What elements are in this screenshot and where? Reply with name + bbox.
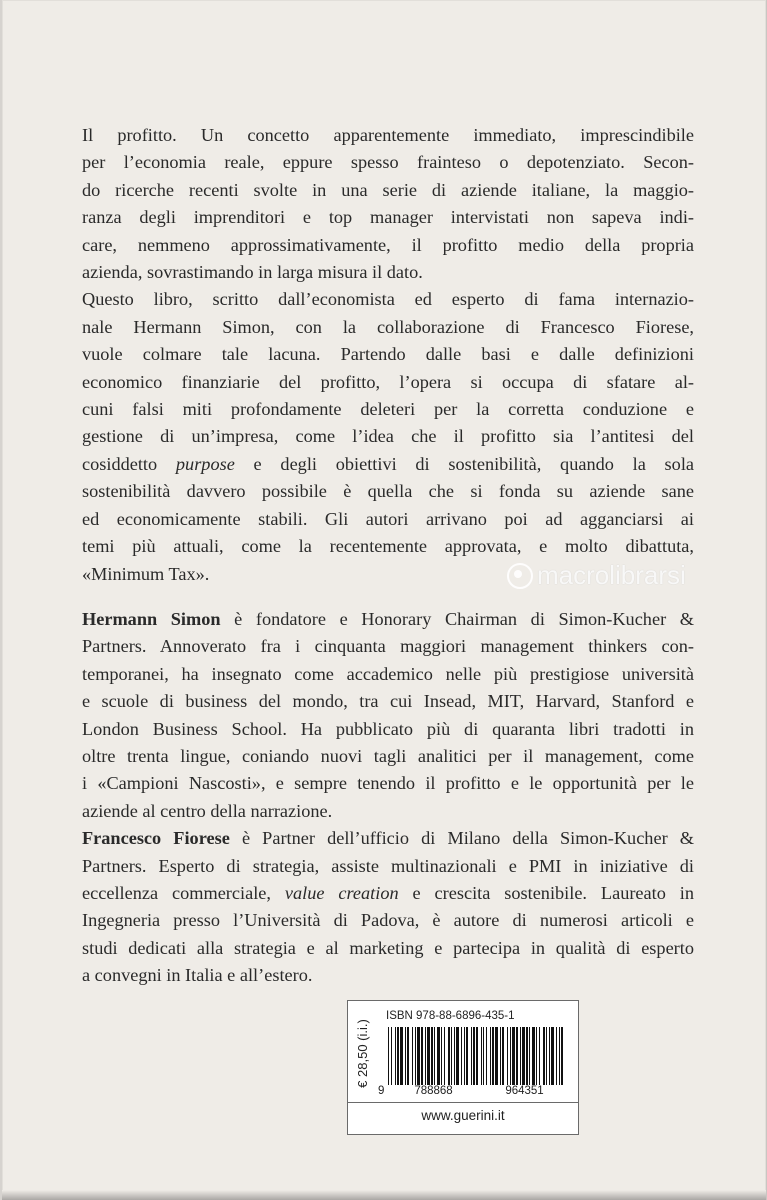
barcode-bar (520, 1027, 521, 1085)
bio-line: studi dedicati alla strategia e al marketing e partecipa in qualità di esperto (82, 937, 694, 958)
barcode-bar (522, 1027, 525, 1085)
barcode-bar (405, 1027, 406, 1085)
blurb-line: vuole colmare tale lacuna. Partendo dalle basi e dalle definizioni (82, 344, 694, 365)
barcode-box (347, 1000, 579, 1135)
barcode-bar (437, 1027, 440, 1085)
barcode-bar (492, 1027, 494, 1085)
bio-line: Partners. Esperto di strategia, assiste multinazionali e PMI in iniziative di (82, 855, 694, 876)
publisher-website: www.guerini.it (421, 1108, 505, 1123)
bio-line: Partners. Annoverato fra i cinquanta maggiori management thinkers con- (82, 636, 694, 657)
barcode-bar (464, 1027, 465, 1085)
price-label (350, 1005, 374, 1101)
barcode-digits (378, 1085, 570, 1097)
barcode-bar (510, 1027, 511, 1085)
bio-line: aziende al centro della narrazione. (82, 800, 333, 821)
bio-fiorese-first-line (82, 825, 694, 852)
barcode-bar (556, 1027, 557, 1085)
barcode-bar (512, 1027, 515, 1085)
bio-simon-first-line (82, 606, 694, 633)
author-bios (82, 606, 694, 990)
barcode-bar (395, 1027, 396, 1085)
bio-line: London Business School. Ha pubblicato più di quaranta libri tradotti in (82, 718, 694, 739)
barcode-bar (454, 1027, 455, 1085)
barcode-bar (549, 1027, 550, 1085)
blurb-line: azienda, sovrastimando in larga misura il dato. (82, 262, 423, 283)
blurb-line: economico finanziarie del profitto, l’opera si occupa di sfatare al- (82, 371, 694, 392)
barcode-bar (466, 1027, 468, 1085)
blurb-line: cuni falsi miti profondamente deleteri per la corretta conduzione e (82, 399, 694, 420)
barcode-bar (407, 1027, 409, 1085)
barcode-bar (507, 1027, 508, 1085)
barcode-bar (476, 1027, 478, 1085)
blurb-line: care, nemmeno approssimativamente, il profitto medio della propria (82, 234, 694, 255)
blurb-line: Questo libro, scritto dall’economista ed esperto di fama internazio- (82, 289, 694, 310)
blurb-line: ed economicamente stabili. Gli autori arrivano poi ad agganciarsi ai (82, 508, 694, 529)
barcode-bar (561, 1027, 563, 1085)
purpose-word: purpose (175, 453, 235, 474)
barcode-bar (451, 1027, 452, 1085)
price-text: € 28,50 (i.i.) (354, 1018, 370, 1088)
barcode-bar (444, 1027, 445, 1085)
barcode-bar (456, 1027, 459, 1085)
blurb-line-purpose (82, 451, 694, 478)
barcode-bar (532, 1027, 535, 1085)
barcode-bar (483, 1027, 484, 1085)
barcode-bar (486, 1027, 487, 1085)
bio-line: i «Campioni Nascosti», e sempre tenendo il profitto e le opportunità per le (82, 773, 694, 794)
barcode-bar (516, 1027, 518, 1085)
barcode-bar (427, 1027, 430, 1085)
bio-text: e crescita sostenibile. Laureato in (398, 883, 694, 904)
blurb-line: per l’economia reale, eppure spesso frainteso o depotenziato. Secon- (82, 152, 694, 173)
blurb-paragraph (82, 122, 694, 588)
blurb-line: sostenibilità davvero possibile è quella che si fonda su aziende sane (82, 481, 694, 502)
barcode-bar (559, 1027, 560, 1085)
watermark-text: macrolibrarsi (537, 560, 686, 590)
barcode-bar (400, 1027, 403, 1085)
barcode-bar (417, 1027, 420, 1085)
bio-line: a convegni in Italia e all’estero. (82, 965, 313, 986)
barcode-bar (441, 1027, 442, 1085)
isbn-label: ISBN 978-88-6896-435-1 (386, 1010, 515, 1022)
purpose-pre: cosiddetto (82, 453, 176, 474)
blurb-line: ranza degli imprenditori e top manager intervistati non sapeva indi- (82, 207, 694, 228)
barcode-bar (415, 1027, 416, 1085)
blurb-line: gestione di un’impresa, come l’idea che il profitto sia l’antitesi del (82, 426, 694, 447)
barcode-bar (425, 1027, 426, 1085)
barcode-bar (434, 1027, 435, 1085)
barcode-bar (421, 1027, 423, 1085)
barcode-bar (495, 1027, 498, 1085)
barcode-bar (502, 1027, 504, 1085)
blurb-line: temi più attuali, come la recentemente approvata, e molto dibattuta, (82, 536, 694, 557)
barcode-bar (543, 1027, 545, 1085)
barcode-bar (500, 1027, 501, 1085)
barcode-bar (412, 1027, 413, 1085)
bio-line: temporanei, ha insegnato come accademico nelle più prestigiose università (82, 663, 694, 684)
watermark-logo-icon (507, 563, 533, 589)
barcode-digits-right: 964351 (505, 1085, 544, 1097)
barcode-bar (526, 1027, 528, 1085)
blurb-line: Il profitto. Un concetto apparentemente immediato, imprescindibile (82, 125, 694, 145)
barcode-bar (490, 1027, 491, 1085)
bio-text: eccellenza commerciale, (82, 883, 285, 904)
value-creation-italic: value creation (284, 883, 399, 904)
barcode-bar (546, 1027, 547, 1085)
barcode-divider (348, 1102, 578, 1103)
watermark (507, 560, 686, 591)
blurb-line: «Minimum Tax». (82, 563, 210, 584)
barcode-bar (471, 1027, 472, 1085)
bio-text: è fondatore e Honorary Chairman di Simon-Kucher & (220, 609, 694, 629)
author-name-simon: Hermann Simon (82, 609, 221, 629)
barcode-digits-left: 788868 (414, 1085, 453, 1097)
barcode-bar (448, 1027, 450, 1085)
author-name-fiorese: Francesco Fiorese (82, 828, 230, 849)
barcode-bar (388, 1027, 389, 1085)
bio-line-value-creation (82, 880, 694, 907)
barcode-bar (397, 1027, 399, 1085)
bio-line: e scuole di business del mondo, tra cui Insead, MIT, Harvard, Stanford e (82, 691, 694, 712)
page-bottom-edge (2, 1190, 766, 1200)
bio-line: Ingegneria presso l’Università di Padova, è autore di numerosi articoli e (82, 910, 694, 931)
bio-text: è Partner dell’ufficio di Milano della Simon-Kucher & (229, 828, 694, 849)
barcode-bar (473, 1027, 475, 1085)
blurb-line: nale Hermann Simon, con la collaborazione di Francesco Fiorese, (82, 316, 694, 337)
barcode-bar (539, 1027, 540, 1085)
barcode-bar (551, 1027, 554, 1085)
barcode-bars (378, 1027, 570, 1085)
barcode-bar (461, 1027, 462, 1085)
purpose-post: e degli obiettivi di sostenibilità, quando la sola (234, 453, 695, 474)
barcode-bar (431, 1027, 433, 1085)
barcode-bar (536, 1027, 537, 1085)
barcode-digit-lead: 9 (378, 1085, 385, 1097)
barcode-bar (529, 1027, 530, 1085)
bio-line: oltre trenta lingue, coniando nuovi tagli analitici per il management, come (82, 746, 694, 767)
barcode-bar (391, 1027, 392, 1085)
barcode-bar (481, 1027, 482, 1085)
blurb-line: do ricerche recenti svolte in una serie di aziende italiane, la maggio- (82, 179, 694, 200)
